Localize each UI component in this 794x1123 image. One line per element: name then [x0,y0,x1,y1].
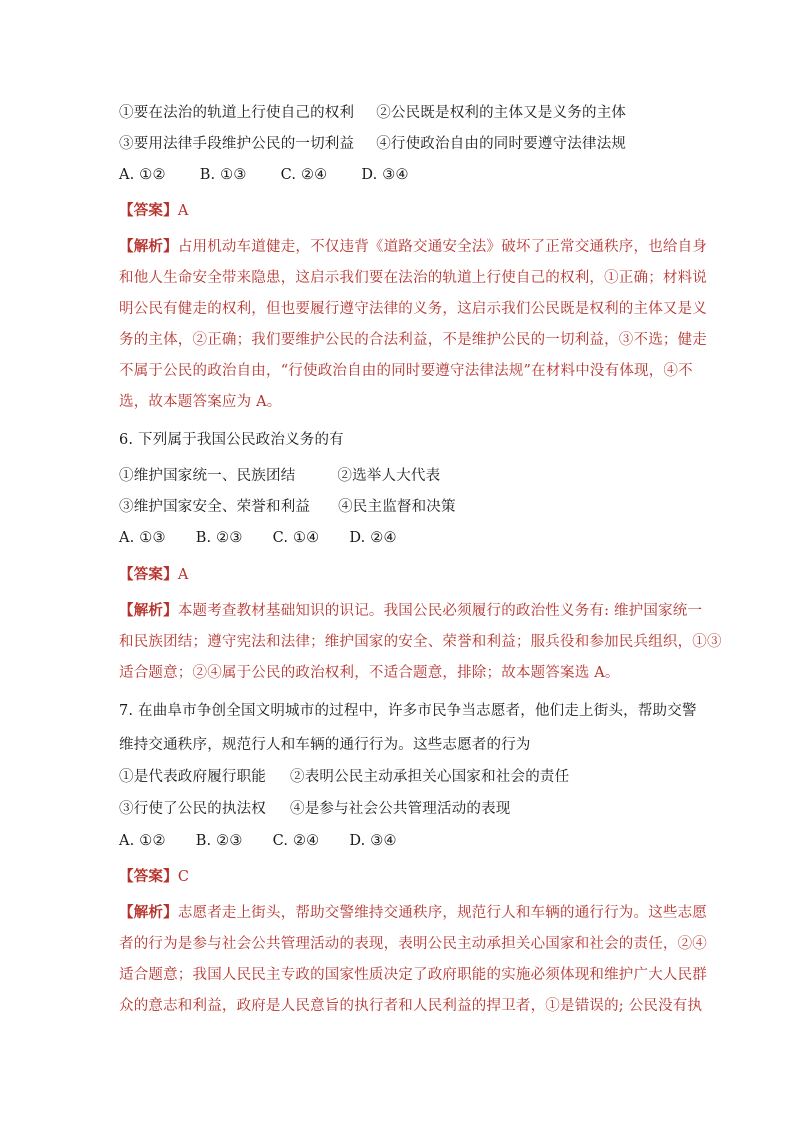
q6-choice-b: B. ②③ [195,530,243,546]
q5-option-1: ①要在法治的轨道上行使自己的权利 [119,105,355,121]
q5-analysis-line: 务的主体，②正确；我们要维护公民的合法利益，不是维护公民的一切利益，③不选；健走 [119,332,707,348]
q6-stem: 6. 下列属于我国公民政治义务的有 [119,432,344,448]
q6-option-3: ③维护国家安全、荣誉和利益 [119,499,311,515]
q7-analysis-line: 众的意志和利益，政府是人民意旨的执行者和人民利益的捍卫者，①是错误的; 公民没有执 [119,998,703,1014]
q6-choice-d: D. ②④ [349,530,397,546]
q6-choices [119,528,397,548]
q7-analysis-line: 适合题意；我国人民民主专政的国家性质决定了政府职能的实施必须体现和维护广大人民群 [119,967,707,983]
q5-analysis-line: 和他人生命安全带来隐患，这启示我们要在法治的轨道上行使自己的权利，①正确；材料说 [119,270,707,286]
q5-option-2: ②公民既是权利的主体又是义务的主体 [376,105,627,121]
q6-options-row-1 [119,466,440,486]
answer-value: C [177,869,190,885]
answer-label: 【答案】 [119,868,178,885]
q5-choice-b: B. ①③ [199,167,247,183]
q7-analysis-line: 【解析】志愿者走上街头，帮助交警维持交通秩序，规范行人和车辆的通行行为。这些志愿 [119,904,708,921]
q7-options-row-1 [119,767,569,787]
q7-option-4: ④是参与社会公共管理活动的表现 [290,801,511,817]
q7-option-2: ②表明公民主动承担关心国家和社会的责任 [290,769,570,785]
q6-option-4: ④民主监督和决策 [338,499,456,515]
q6-options-row-2 [119,497,456,517]
q7-stem-line: 维持交通秩序，规范行人和车辆的通行行为。这些志愿者的行为 [119,737,531,753]
q6-analysis-line: 【解析】本题考查教材基础知识的识记。我国公民必须履行的政治性义务有: 维护国家统一 [119,602,703,619]
answer-label: 【答案】 [119,202,178,219]
answer-label: 【答案】 [119,566,178,583]
q5-option-4: ④行使政治自由的同时要遵守法律法规 [376,136,627,152]
analysis-label: 【解析】 [119,602,178,619]
q7-choice-c: C. ②④ [272,833,320,849]
analysis-label: 【解析】 [119,904,178,921]
q5-analysis-line: 不属于公民的政治自由，“行使政治自由的同时要遵守法律法规”在材料中没有体现，④不 [119,363,693,379]
q7-choice-b: B. ②③ [195,833,243,849]
q7-stem-line: 7. 在曲阜市争创全国文明城市的过程中，许多市民争当志愿者，他们走上街头，帮助交警 [119,703,697,719]
q6-choice-a: A. ①③ [119,530,166,546]
q7-options-row-2 [119,799,511,819]
q6-option-1: ①维护国家统一、民族团结 [119,468,296,484]
q7-choices [119,831,397,851]
q7-choice-d: D. ③④ [349,833,397,849]
q7-analysis-line: 者的行为是参与社会公共管理活动的表现，表明公民主动承担关心国家和社会的责任，②④ [119,936,707,952]
q7-option-1: ①是代表政府履行职能 [119,769,266,785]
q6-answer [119,565,188,585]
q6-analysis-line: 适合题意；②④属于公民的政治权利，不适合题意，排除；故本题答案选 A。 [119,665,620,681]
q5-choice-d: D. ③④ [361,167,409,183]
q5-choices [119,165,409,185]
q5-analysis-line: 选，故本题答案应为 A。 [119,394,282,410]
q5-choice-c: C. ②④ [280,167,328,183]
q5-choice-a: A. ①② [119,167,166,183]
q6-option-2: ②选举人大代表 [337,468,441,484]
q7-answer [119,867,189,887]
q6-analysis-line: 和民族团结；遵守宪法和法律；维护国家的安全、荣誉和利益；服兵役和参加民兵组织，①③ [119,634,722,650]
analysis-label: 【解析】 [119,238,178,255]
q7-option-3: ③行使了公民的执法权 [119,801,266,817]
answer-value: A [177,567,189,583]
q5-options-row-1 [119,103,626,123]
q5-option-3: ③要用法律手段维护公民的一切利益 [119,136,355,152]
answer-value: A [177,203,189,219]
q5-analysis-line: 【解析】占用机动车道健走，不仅违背《道路交通安全法》破坏了正常交通秩序，也给自身 [119,238,708,255]
q5-options-row-2 [119,134,626,154]
q5-analysis-line: 明公民有健走的权利，但也要履行遵守法律的义务，这启示我们公民既是权利的主体又是义 [119,301,707,317]
q7-choice-a: A. ①② [119,833,166,849]
q6-choice-c: C. ①④ [272,530,320,546]
q5-answer [119,201,188,221]
